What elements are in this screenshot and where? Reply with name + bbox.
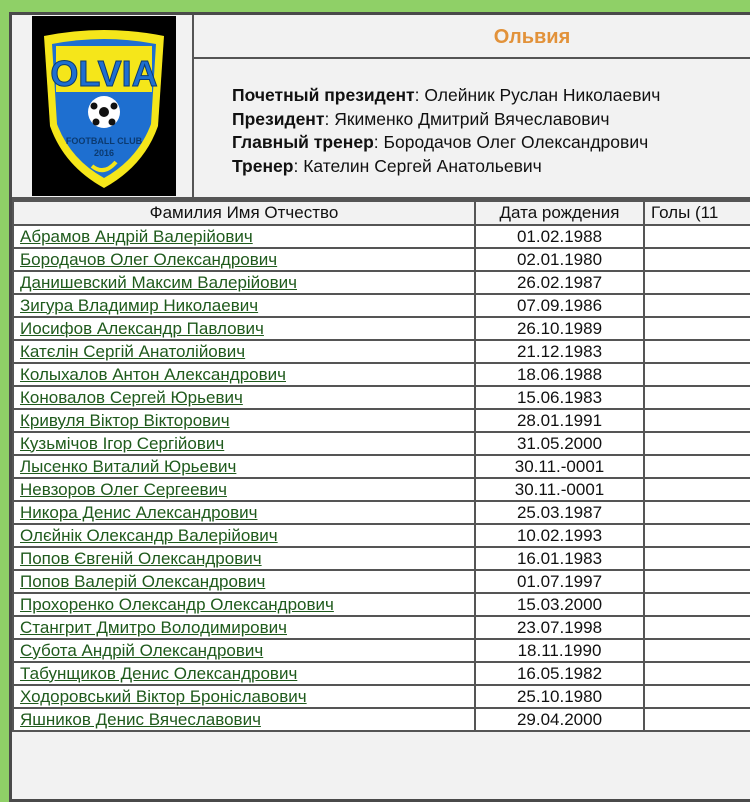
player-dob-cell: 15.03.2000 [475,593,644,616]
player-goals-cell [644,662,750,685]
player-name-cell [13,524,475,547]
player-goals-cell [644,547,750,570]
table-row [13,616,750,639]
official-role: Тренер [232,155,294,176]
official-name: Бородачов Олег Олександрович [383,132,649,152]
player-name-cell [13,271,475,294]
table-row [13,501,750,524]
column-header-goals: Голы (11 [644,201,750,225]
player-link[interactable]: Кузьмічов Ігор Сергійович [20,433,225,453]
official-name: Олейник Руслан Николаевич [424,85,661,105]
player-name-cell [13,708,475,731]
table-row [13,478,750,501]
table-row [13,685,750,708]
player-link[interactable]: Невзоров Олег Сергеевич [20,479,227,499]
player-link[interactable]: Никора Денис Александрович [20,502,258,522]
player-name-cell [13,248,475,271]
player-link[interactable]: Попов Євгеній Олександрович [20,548,262,568]
player-goals-cell [644,455,750,478]
olvia-football-club-crest-icon [32,16,176,196]
player-goals-cell [644,294,750,317]
player-name-cell [13,317,475,340]
player-link[interactable]: Коновалов Сергей Юрьевич [20,387,243,407]
player-name-cell [13,409,475,432]
table-row [13,271,750,294]
player-goals-cell [644,248,750,271]
player-dob-cell: 18.11.1990 [475,639,644,662]
table-row [13,547,750,570]
player-goals-cell [644,685,750,708]
player-dob-cell: 29.04.2000 [475,708,644,731]
official-line: Тренер: Кателин Сергей Анатольевич [232,155,542,176]
player-dob-cell: 15.06.1983 [475,386,644,409]
official-line: Главный тренер: Бородачов Олег Олександрович [232,132,649,152]
player-link[interactable]: Попов Валерій Олександрович [20,571,266,591]
club-title: Ольвия [493,26,571,48]
player-link[interactable]: Ходоровський Віктор Броніславович [20,686,307,706]
player-dob-cell: 10.02.1993 [475,524,644,547]
player-name-cell [13,225,475,248]
club-officials [194,59,750,197]
player-goals-cell [644,271,750,294]
player-dob-cell: 25.10.1980 [475,685,644,708]
table-header-row [13,201,750,225]
table-row [13,455,750,478]
player-link[interactable]: Колыхалов Антон Александрович [20,364,286,384]
column-header-name: Фамилия Имя Отчество [13,201,475,225]
player-dob-cell: 28.01.1991 [475,409,644,432]
player-goals-cell [644,639,750,662]
player-goals-cell [644,524,750,547]
player-link[interactable]: Кривуля Віктор Вікторович [20,410,230,430]
player-goals-cell [644,570,750,593]
player-dob-cell: 25.03.1987 [475,501,644,524]
player-goals-cell [644,340,750,363]
player-dob-cell: 26.10.1989 [475,317,644,340]
table-row [13,248,750,271]
player-link[interactable]: Прохоренко Олександр Олександрович [20,594,334,614]
table-row [13,593,750,616]
table-row [13,386,750,409]
player-name-cell [13,501,475,524]
player-goals-cell [644,432,750,455]
player-link[interactable]: Олєйнік Олександр Валерійович [20,525,278,545]
official-role: Главный тренер [232,132,374,152]
table-row [13,317,750,340]
player-goals-cell [644,616,750,639]
player-dob-cell: 16.01.1983 [475,547,644,570]
official-role: Президент [232,108,325,129]
player-dob-cell: 01.07.1997 [475,570,644,593]
players-table [12,200,750,732]
player-dob-cell: 21.12.1983 [475,340,644,363]
svg-text:2016: 2016 [93,148,115,158]
player-name-cell [13,432,475,455]
player-dob-cell: 30.11.-0001 [475,455,644,478]
player-link[interactable]: Стангрит Дмитро Володимирович [20,617,287,637]
player-name-cell [13,455,475,478]
player-goals-cell [644,501,750,524]
player-dob-cell: 07.09.1986 [475,294,644,317]
player-goals-cell [644,317,750,340]
player-goals-cell [644,708,750,731]
player-link[interactable]: Катєлін Сергій Анатолійович [20,341,246,361]
table-row [13,524,750,547]
player-link[interactable]: Бородачов Олег Олександрович [20,249,278,269]
official-role: Почетный президент [232,85,415,105]
player-dob-cell: 01.02.1988 [475,225,644,248]
player-name-cell [13,363,475,386]
player-dob-cell: 16.05.1982 [475,662,644,685]
player-goals-cell [644,409,750,432]
player-dob-cell: 31.05.2000 [475,432,644,455]
player-goals-cell [644,478,750,501]
logo-cell [12,15,194,197]
player-dob-cell: 02.01.1980 [475,248,644,271]
table-row [13,340,750,363]
player-name-cell [13,547,475,570]
player-link[interactable]: Зигура Владимир Николаевич [20,295,259,315]
player-name-cell [13,593,475,616]
player-goals-cell [644,593,750,616]
table-row [13,409,750,432]
player-link[interactable]: Субота Андрій Олександрович [20,640,264,660]
player-name-cell [13,386,475,409]
player-dob-cell: 26.02.1987 [475,271,644,294]
player-name-cell [13,340,475,363]
player-link[interactable]: Лысенко Виталий Юрьевич [20,456,237,476]
table-row [13,570,750,593]
player-name-cell [13,685,475,708]
player-goals-cell [644,225,750,248]
club-title-cell [194,15,750,59]
player-name-cell [13,570,475,593]
player-name-cell [13,639,475,662]
player-link[interactable]: Абрамов Андрій Валерійович [20,226,253,246]
player-name-cell [13,662,475,685]
table-row [13,225,750,248]
table-row [13,639,750,662]
player-name-cell [13,294,475,317]
player-name-cell [13,616,475,639]
table-row [13,294,750,317]
player-link[interactable]: Данишевский Максим Валерійович [20,272,298,292]
table-row [13,662,750,685]
official-line: Президент: Якименко Дмитрий Вячеславович [232,108,610,129]
player-dob-cell: 18.06.1988 [475,363,644,386]
official-name: Кателин Сергей Анатольевич [303,155,542,176]
player-link[interactable]: Табунщиков Денис Олександрович [20,663,298,683]
player-link[interactable]: Иосифов Александр Павлович [20,318,264,338]
player-dob-cell: 30.11.-0001 [475,478,644,501]
svg-text:FOOTBALL CLUB: FOOTBALL CLUB [65,136,143,146]
column-header-dob: Дата рождения [475,201,644,225]
player-dob-cell: 23.07.1998 [475,616,644,639]
player-name-cell [13,478,475,501]
svg-text:OLVIA: OLVIA [50,53,158,94]
player-goals-cell [644,363,750,386]
player-link[interactable]: Яшников Денис Вячеславович [20,709,261,729]
official-name: Якименко Дмитрий Вячеславович [334,108,610,129]
table-row [13,708,750,731]
players-table-wrap [12,197,750,732]
player-goals-cell [644,386,750,409]
official-line: Почетный президент: Олейник Руслан Николаевич [232,85,661,105]
table-row [13,432,750,455]
table-row [13,363,750,386]
